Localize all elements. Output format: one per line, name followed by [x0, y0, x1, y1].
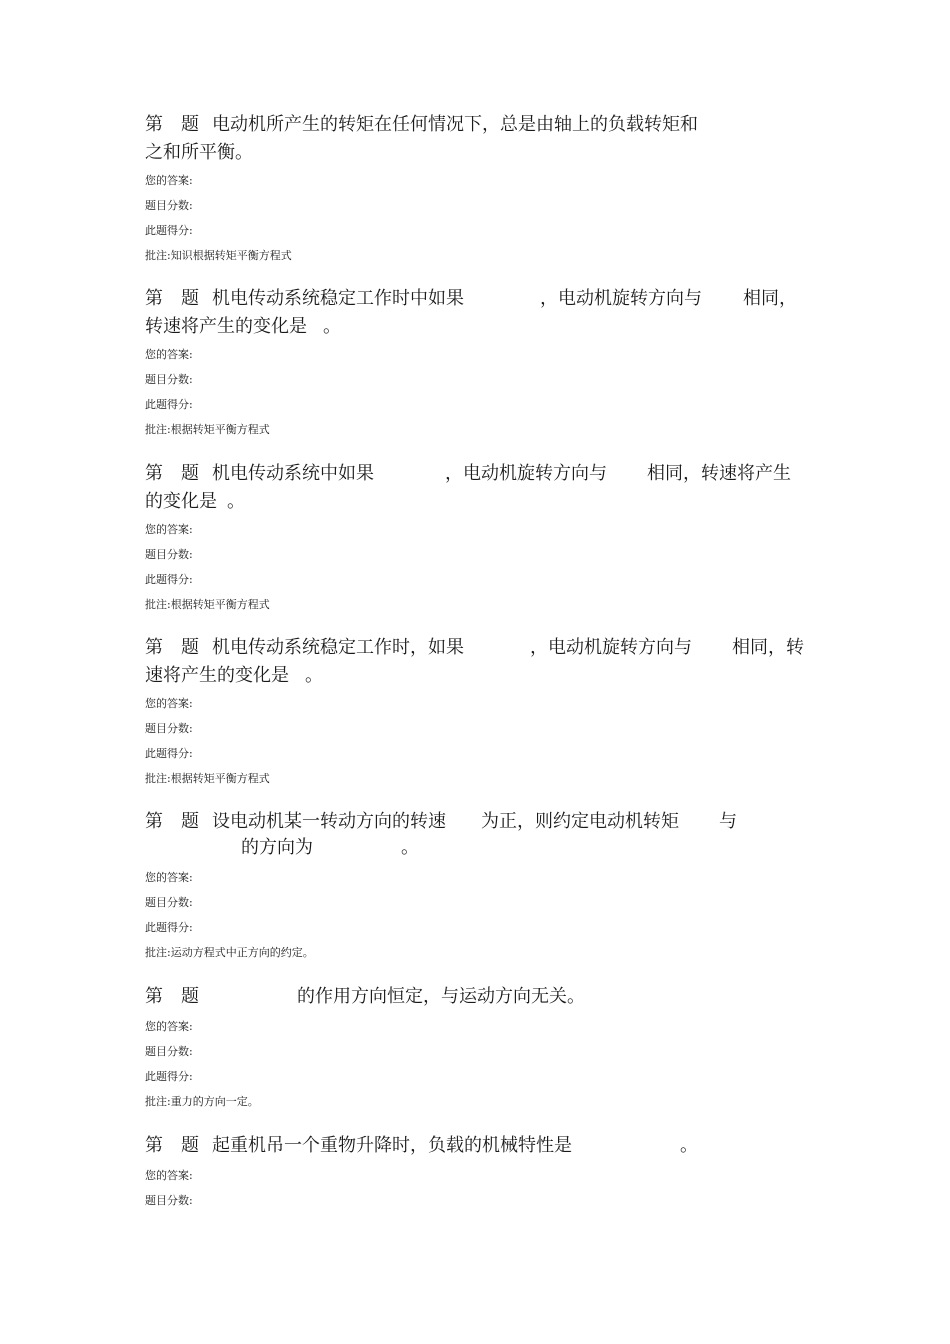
question-text: 的方向为	[241, 837, 313, 858]
question-score-label: 题目分数:	[145, 1194, 193, 1207]
question-score-label: 题目分数:	[145, 896, 193, 909]
question-number-label: 第	[145, 288, 163, 309]
question-label: 题	[181, 811, 199, 832]
question-text: 设电动机某一转动方向的转速	[212, 811, 446, 832]
question-text: 相同，转	[732, 637, 804, 658]
question-text: 与	[719, 811, 737, 832]
note-text: 根据转矩平衡方程式	[170, 423, 270, 436]
your-answer-label: 您的答案:	[145, 871, 193, 884]
note-label: 批注:	[145, 772, 171, 785]
your-answer-label: 您的答案:	[145, 1020, 193, 1033]
question-text: 机电传动系统中如果	[212, 463, 374, 484]
question-label: 题	[181, 114, 199, 135]
note	[145, 248, 292, 264]
note-text: 运动方程式中正方向的约定。	[170, 946, 314, 959]
question-number-label: 第	[145, 811, 163, 832]
note-label: 批注:	[145, 598, 171, 611]
question-score-label: 题目分数:	[145, 373, 193, 386]
question-score-label: 题目分数:	[145, 548, 193, 561]
question-text: 为正，则约定电动机转矩	[481, 811, 679, 832]
question-number-label: 第	[145, 1135, 163, 1156]
question-label: 题	[181, 463, 199, 484]
note-label: 批注:	[145, 249, 171, 262]
your-answer-label: 您的答案:	[145, 348, 193, 361]
question-text: 相同，	[743, 288, 797, 309]
question-label: 题	[181, 288, 199, 309]
note-text: 根据转矩平衡方程式	[170, 772, 270, 785]
question-text: 机电传动系统稳定工作时中如果	[212, 288, 464, 309]
note-text: 知识根据转矩平衡方程式	[170, 249, 292, 262]
question-text: 。	[227, 491, 245, 512]
this-score-label: 此题得分:	[145, 398, 193, 411]
note-label: 批注:	[145, 946, 171, 959]
question-score-label: 题目分数:	[145, 199, 193, 212]
question-text: ，电动机旋转方向与	[540, 288, 702, 309]
your-answer-label: 您的答案:	[145, 523, 193, 536]
note	[145, 945, 314, 961]
question-text: 的变化是	[145, 491, 217, 512]
question-score-label: 题目分数:	[145, 722, 193, 735]
question-text: 。	[401, 837, 419, 858]
question-text: 相同，转速将产生	[647, 463, 791, 484]
question-number-label: 第	[145, 986, 163, 1007]
question-text: 转速将产生的变化是	[145, 316, 307, 337]
question-text: ，电动机旋转方向与	[530, 637, 692, 658]
question-label: 题	[181, 637, 199, 658]
question-number-label: 第	[145, 114, 163, 135]
this-score-label: 此题得分:	[145, 573, 193, 586]
this-score-label: 此题得分:	[145, 224, 193, 237]
note	[145, 1094, 259, 1110]
question-text: ，电动机旋转方向与	[445, 463, 607, 484]
this-score-label: 此题得分:	[145, 921, 193, 934]
question-label: 题	[181, 1135, 199, 1156]
your-answer-label: 您的答案:	[145, 174, 193, 187]
question-text: 。	[323, 316, 341, 337]
this-score-label: 此题得分:	[145, 1070, 193, 1083]
question-number-label: 第	[145, 463, 163, 484]
your-answer-label: 您的答案:	[145, 697, 193, 710]
question-score-label: 题目分数:	[145, 1045, 193, 1058]
question-text: 。	[680, 1135, 698, 1156]
question-text: 的作用方向恒定，与运动方向无关。	[297, 986, 585, 1007]
note-label: 批注:	[145, 1095, 171, 1108]
note-label: 批注:	[145, 423, 171, 436]
note-text: 重力的方向一定。	[170, 1095, 259, 1108]
question-text: 机电传动系统稳定工作时，如果	[212, 637, 464, 658]
this-score-label: 此题得分:	[145, 747, 193, 760]
question-text: 之和所平衡。	[145, 142, 253, 163]
note	[145, 771, 270, 787]
question-text: 起重机吊一个重物升降时，负载的机械特性是	[212, 1135, 572, 1156]
question-number-label: 第	[145, 637, 163, 658]
question-text: 。	[305, 665, 323, 686]
question-label: 题	[181, 986, 199, 1007]
note-text: 根据转矩平衡方程式	[170, 598, 270, 611]
question-text: 电动机所产生的转矩在任何情况下，总是由轴上的负载转矩和	[212, 114, 698, 135]
your-answer-label: 您的答案:	[145, 1169, 193, 1182]
question-text: 速将产生的变化是	[145, 665, 289, 686]
note	[145, 422, 270, 438]
note	[145, 597, 270, 613]
